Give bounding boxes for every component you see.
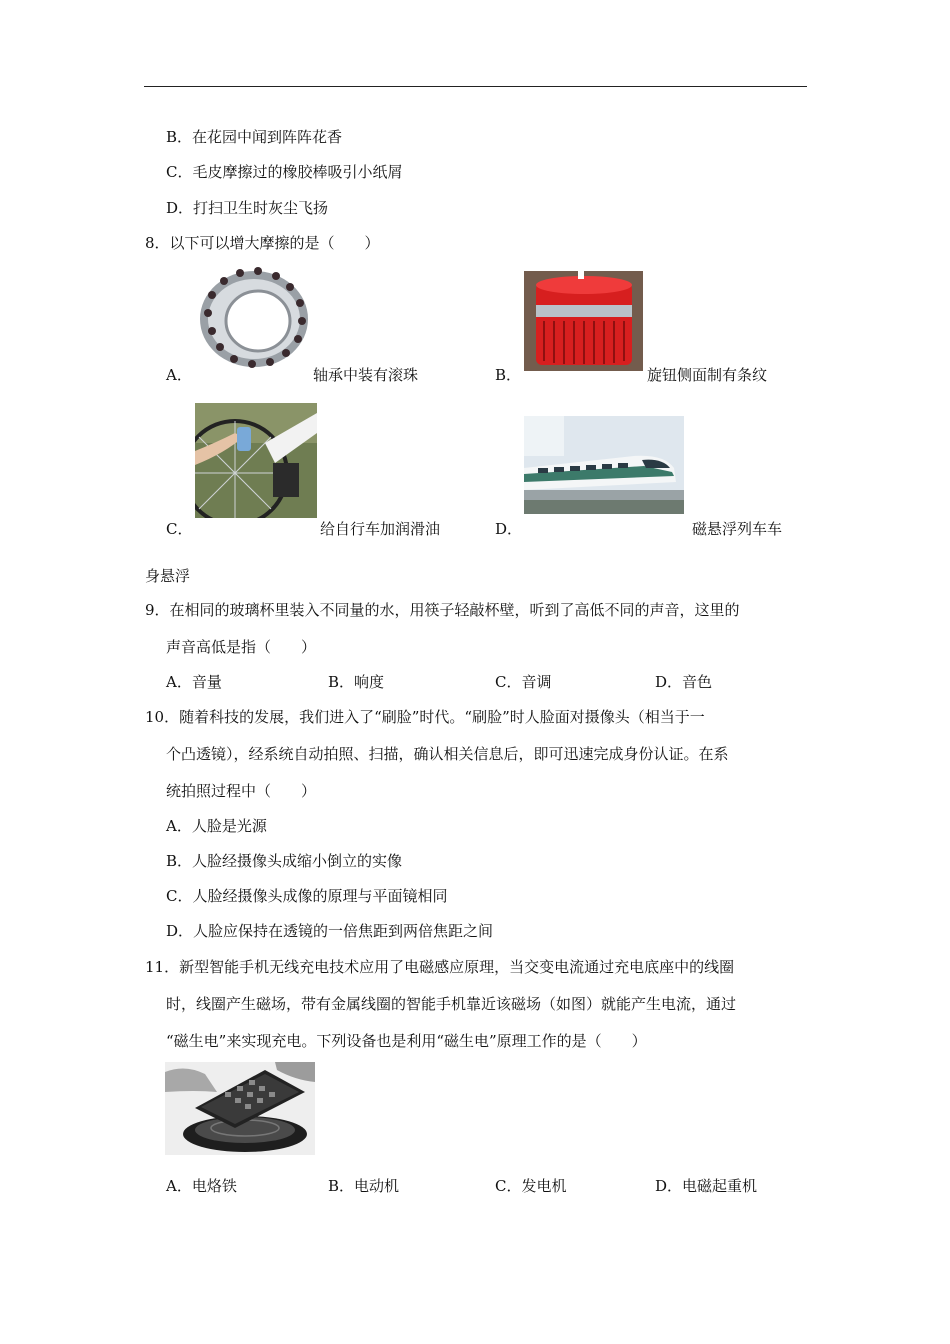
q10-option-a: A．人脸是光源 (166, 817, 267, 835)
q7-option-b: B．在花园中闻到阵阵花香 (166, 128, 343, 146)
q10-option-b: B．人脸经摄像头成缩小倒立的实像 (166, 852, 403, 870)
ball-bearing-icon (194, 263, 318, 373)
q10-stem-line3: 统拍照过程中（ ） (166, 782, 317, 800)
q9-stem-line1: 9．在相同的玻璃杯里装入不同量的水，用筷子轻敲杯壁，听到了高低不同的声音，这里的 (145, 601, 740, 619)
q8-option-d-caption: 磁悬浮列车车 (692, 520, 783, 538)
q9-option-c: C．音调 (495, 673, 552, 691)
q11-stem-line1: 11．新型智能手机无线充电技术应用了电磁感应原理，当交变电流通过充电底座中的线圈 (145, 958, 735, 976)
q9-option-b: B．响度 (328, 673, 385, 691)
q11-stem-line3: “磁生电”来实现充电。下列设备也是利用“磁生电”原理工作的是（ ） (166, 1032, 647, 1050)
q9-option-d: D．音色 (655, 673, 713, 691)
q8-option-d-letter: D． (495, 520, 523, 538)
maglev-train-icon (524, 416, 684, 514)
q8-option-c-caption: 给自行车加润滑油 (320, 520, 441, 538)
q11-option-b: B．电动机 (328, 1177, 400, 1195)
q8-option-c-letter: C． (166, 520, 193, 538)
q10-option-c: C．人脸经摄像头成像的原理与平面镜相同 (166, 887, 448, 905)
q11-option-d: D．电磁起重机 (655, 1177, 758, 1195)
q9-stem-line2: 声音高低是指（ ） (166, 638, 317, 656)
q8-option-a-letter: A． (166, 366, 192, 384)
q8-option-b-caption: 旋钮侧面制有条纹 (647, 366, 768, 384)
q8-option-b-letter: B． (495, 366, 522, 384)
knob-icon (524, 271, 643, 371)
q11-option-c: C．发电机 (495, 1177, 567, 1195)
q11-stem-line2: 时，线圈产生磁场，带有金属线圈的智能手机靠近该磁场（如图）就能产生电流，通过 (166, 995, 737, 1013)
q8-option-d-caption-overflow: 身悬浮 (145, 567, 191, 585)
q10-stem-line1: 10．随着科技的发展，我们进入了“刷脸”时代。“刷脸”时人脸面对摄像头（相当于一 (145, 708, 705, 726)
wireless-charger-icon (165, 1062, 315, 1155)
q10-stem-line2: 个凸透镜），经系统自动拍照、扫描，确认相关信息后，即可迅速完成身份认证。在系 (166, 745, 729, 763)
q7-option-c: C．毛皮摩擦过的橡胶棒吸引小纸屑 (166, 163, 403, 181)
q8-stem: 8．以下可以增大摩擦的是（ ） (145, 234, 380, 252)
header-rule (144, 86, 807, 87)
q10-option-d: D．人脸应保持在透镜的一倍焦距到两倍焦距之间 (166, 922, 494, 940)
bicycle-oil-icon (195, 403, 317, 518)
q7-option-d: D．打扫卫生时灰尘飞扬 (166, 199, 329, 217)
q9-option-a: A．音量 (166, 673, 222, 691)
q8-option-a-caption: 轴承中装有滚珠 (313, 366, 419, 384)
q11-option-a: A．电烙铁 (166, 1177, 237, 1195)
